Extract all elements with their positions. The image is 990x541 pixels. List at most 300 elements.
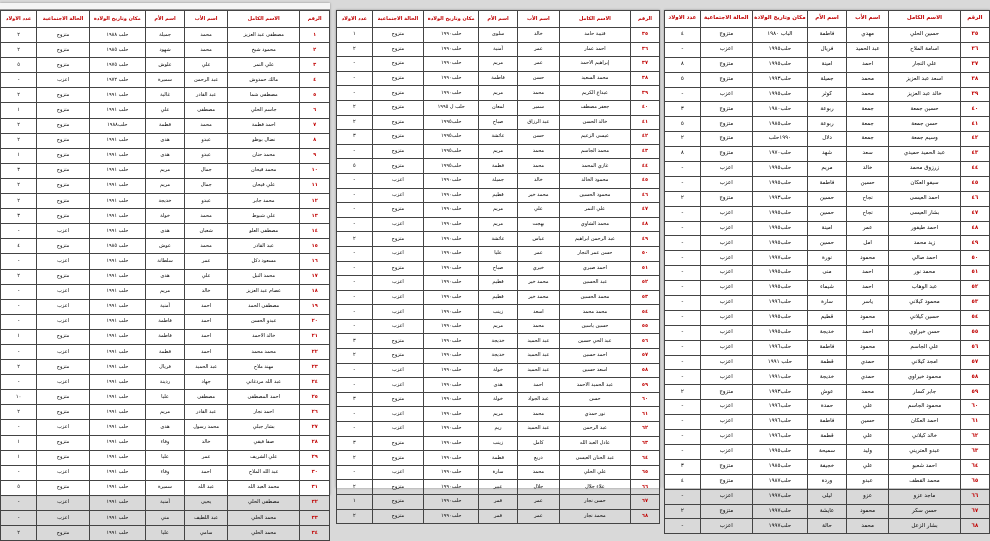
cell-mother-name: فاطمة <box>145 314 184 329</box>
cell-full-name: احمد صالي <box>889 251 961 266</box>
cell-children-count: ٢ <box>1 118 37 133</box>
cell-birth-place-date: حلب ١٩٩١ <box>89 148 145 163</box>
records-table-left <box>0 10 330 541</box>
cell-row-number: ٣٨ <box>960 72 989 87</box>
cell-full-name: حسن سكر <box>889 504 961 519</box>
header-birth-place-date: مكان وتاريخ الولادة <box>424 11 479 28</box>
cell-marital-status: اعزب <box>372 465 424 480</box>
cell-mother-name: سلوى <box>479 28 518 43</box>
cell-mother-name: خجيفة <box>808 459 847 474</box>
cell-children-count: ٣ <box>1 209 37 224</box>
cell-mother-name: امينة <box>808 221 847 236</box>
cell-row-number: ٤٠ <box>960 102 989 117</box>
cell-marital-status: متزوج <box>372 392 424 407</box>
cell-birth-place-date: حلب١٩٩٠ <box>424 407 479 422</box>
cell-row-number: ٥٨ <box>960 370 989 385</box>
cell-full-name: حسين جمعة <box>889 102 961 117</box>
table-row <box>665 117 990 132</box>
cell-father-name: عمر <box>517 246 559 261</box>
cell-row-number: ٤٢ <box>960 132 989 147</box>
cell-birth-place-date: حلب ١٩٩١ <box>89 390 145 405</box>
cell-full-name: غازي المحمد <box>559 159 630 174</box>
cell-children-count: - <box>665 400 701 415</box>
header-father-name: اسم الأب <box>517 11 559 28</box>
cell-full-name: ماجد عزو <box>889 489 961 504</box>
cell-marital-status: متزوج <box>700 191 752 206</box>
cell-father-name: كامل <box>517 436 559 451</box>
cell-father-name: جلال <box>517 480 559 495</box>
cell-row-number: ٤٦ <box>960 191 989 206</box>
cell-father-name: عمر <box>517 495 559 510</box>
cell-row-number: ١٢ <box>300 194 330 209</box>
cell-marital-status: متزوج <box>372 232 424 247</box>
cell-father-name: عبد الحميد <box>517 349 559 364</box>
cell-row-number: ٥٥ <box>960 325 989 340</box>
cell-mother-name: صباح <box>479 261 518 276</box>
cell-full-name: صفا فيقي <box>228 435 300 450</box>
cell-mother-name: ربوعة <box>808 117 847 132</box>
cell-row-number: ٤٥ <box>630 173 659 188</box>
table-row <box>1 450 330 465</box>
sheet-page-middle <box>336 10 660 519</box>
cell-father-name: محمد <box>847 72 889 87</box>
table-row <box>337 261 660 276</box>
cell-marital-status: اعزب <box>372 363 424 378</box>
cell-mother-name: منى <box>808 266 847 281</box>
cell-father-name: محمد <box>847 87 889 102</box>
cell-father-name: محمد <box>185 43 228 58</box>
cell-mother-name: شهد <box>808 147 847 162</box>
cell-birth-place-date: حلب ١٩٩١ <box>89 163 145 178</box>
cell-full-name: احمد المصطفى <box>228 390 300 405</box>
cell-marital-status: اعزب <box>700 206 752 221</box>
cell-mother-name: مريم <box>808 162 847 177</box>
cell-father-name: احمد <box>847 57 889 72</box>
cell-marital-status: اعزب <box>700 251 752 266</box>
cell-full-name: عبد الحي حسين <box>559 334 630 349</box>
cell-marital-status: متزوج <box>372 144 424 159</box>
cell-mother-name: فريال <box>808 42 847 57</box>
cell-birth-place-date: حلب١٩٩٠ <box>424 217 479 232</box>
cell-mother-name: مريم <box>479 57 518 72</box>
cell-marital-status: اعزب <box>700 400 752 415</box>
cell-father-name: عمر <box>185 254 228 269</box>
cell-mother-name: جميلة <box>479 173 518 188</box>
cell-marital-status: اعزب <box>372 290 424 305</box>
cell-children-count: - <box>665 415 701 430</box>
cell-father-name: جهاد <box>185 375 228 390</box>
cell-mother-name: مريم <box>145 163 184 178</box>
header-children-count: عدد الاولاد <box>665 11 701 28</box>
cell-marital-status: متزوج <box>372 436 424 451</box>
cell-father-name: خيري <box>517 261 559 276</box>
cell-children-count: ٣ <box>1 163 37 178</box>
cell-birth-place-date: حلب١٩٩٥ <box>424 115 479 130</box>
cell-children-count: ٤ <box>665 474 701 489</box>
cell-father-name: عبد الرزاق <box>517 115 559 130</box>
cell-full-name: مالك حمدوش <box>228 73 300 88</box>
cell-mother-name: سارة <box>479 465 518 480</box>
cell-father-name: علي <box>847 400 889 415</box>
table-row <box>1 163 330 178</box>
cell-father-name: محمد <box>517 319 559 334</box>
cell-row-number: ٣٨ <box>630 71 659 86</box>
table-row <box>337 407 660 422</box>
cell-marital-status: متزوج <box>37 103 90 118</box>
table-row <box>665 28 990 43</box>
cell-row-number: ٦٠ <box>630 392 659 407</box>
cell-father-name: محمد <box>517 144 559 159</box>
cell-full-name: محمود الحسين <box>559 188 630 203</box>
cell-mother-name: زينب <box>479 436 518 451</box>
cell-marital-status: متزوج <box>372 100 424 115</box>
table-row <box>665 370 990 385</box>
cell-children-count: - <box>1 420 37 435</box>
cell-birth-place-date: حلب١٩٩٥ <box>752 266 807 281</box>
table-row <box>337 246 660 261</box>
cell-children-count: ٥ <box>665 117 701 132</box>
cell-mother-name: هدى <box>479 378 518 393</box>
cell-father-name: محمد رسول <box>185 420 228 435</box>
cell-mother-name: خديجة <box>479 349 518 364</box>
cell-marital-status: متزوج <box>372 495 424 510</box>
table-row <box>337 217 660 232</box>
cell-father-name: محمود <box>847 504 889 519</box>
table-row <box>665 176 990 191</box>
cell-father-name: عمر <box>517 42 559 57</box>
cell-children-count: - <box>337 217 373 232</box>
cell-mother-name: مني <box>145 511 184 526</box>
cell-marital-status: اعزب <box>372 319 424 334</box>
cell-birth-place-date: حلب١٩٩٠ <box>424 173 479 188</box>
cell-row-number: ٥٦ <box>960 340 989 355</box>
cell-mother-name: قمر <box>479 509 518 524</box>
cell-mother-name: هدى <box>145 420 184 435</box>
cell-father-name: محمود <box>847 310 889 325</box>
table-row <box>1 58 330 73</box>
cell-full-name: بشار الزعل <box>889 519 961 534</box>
cell-birth-place-date: حلب ١٩٩١ <box>89 269 145 284</box>
cell-row-number: ٣٧ <box>960 57 989 72</box>
cell-mother-name: قطمة <box>145 344 184 359</box>
cell-birth-place-date: حلب ١٩٨٥ <box>89 239 145 254</box>
cell-birth-place-date: حلب١٩٩٦ <box>752 415 807 430</box>
cell-father-name: محمد خير <box>517 188 559 203</box>
cell-birth-place-date: حلب ١٩٩١ <box>89 254 145 269</box>
table-row <box>665 474 990 489</box>
cell-row-number: ٢٩ <box>300 450 330 465</box>
cell-marital-status: متزوج <box>37 405 90 420</box>
cell-full-name: حسن <box>559 392 630 407</box>
cell-father-name: عمر <box>517 57 559 72</box>
cell-marital-status: متزوج <box>37 209 90 224</box>
header-father-name: اسم الأب <box>185 11 228 28</box>
cell-marital-status: متزوج <box>37 239 90 254</box>
cell-father-name: محمد <box>517 465 559 480</box>
cell-row-number: ٤٤ <box>960 162 989 177</box>
cell-children-count: - <box>1 495 37 510</box>
cell-marital-status: متزوج <box>372 261 424 276</box>
cell-children-count: - <box>337 144 373 159</box>
cell-row-number: ١٥ <box>300 239 330 254</box>
cell-father-name: محمد <box>847 519 889 534</box>
cell-mother-name: وفاء <box>145 435 184 450</box>
cell-children-count: ٣ <box>665 102 701 117</box>
cell-row-number: ٤٨ <box>960 221 989 236</box>
cell-row-number: ٢٥ <box>300 390 330 405</box>
table-header-row <box>337 11 660 28</box>
cell-row-number: ٦٤ <box>960 459 989 474</box>
cell-marital-status: متزوج <box>700 28 752 43</box>
cell-birth-place-date: حلب١٩٩٠ <box>424 509 479 524</box>
header-birth-place-date: مكان وتاريخ الولادة <box>752 11 807 28</box>
cell-marital-status: اعزب <box>700 340 752 355</box>
cell-row-number: ١٧ <box>300 269 330 284</box>
table-row <box>1 526 330 541</box>
cell-row-number: ٤٦ <box>630 188 659 203</box>
cell-full-name: عصام عبد العزيز <box>228 284 300 299</box>
header-marital-status: الحالة الاجتماعية <box>700 11 752 28</box>
cell-birth-place-date: حلب١٩٩٦ <box>752 430 807 445</box>
cell-full-name: جعفر مصطف <box>559 100 630 115</box>
table-row <box>337 480 660 495</box>
table-body <box>1 28 330 541</box>
header-children-count: عدد الاولاد <box>337 11 373 28</box>
cell-mother-name: عائشة <box>479 232 518 247</box>
table-row <box>1 495 330 510</box>
table-row <box>337 188 660 203</box>
cell-full-name: حسن نجار <box>559 495 630 510</box>
cell-marital-status: متزوج <box>372 86 424 101</box>
cell-birth-place-date: حلب١٩٩٠ <box>424 57 479 72</box>
cell-father-name: محمد <box>185 28 228 43</box>
cell-mother-name: فاطمة <box>808 176 847 191</box>
cell-children-count: - <box>665 176 701 191</box>
cell-row-number: ٥٥ <box>630 319 659 334</box>
cell-birth-place-date: حلب١٩٩٥ <box>752 325 807 340</box>
cell-mother-name: عليا <box>145 526 184 541</box>
cell-children-count: - <box>337 465 373 480</box>
cell-children-count: ٣ <box>337 392 373 407</box>
table-row <box>665 519 990 534</box>
cell-marital-status: اعزب <box>37 224 90 239</box>
cell-children-count: - <box>665 370 701 385</box>
cell-children-count: ٢ <box>665 385 701 400</box>
table-row <box>1 390 330 405</box>
cell-birth-place-date: حلب١٩٩٠ <box>424 495 479 510</box>
cell-children-count: - <box>1 299 37 314</box>
cell-children-count: - <box>1 465 37 480</box>
cell-father-name: محمد <box>517 407 559 422</box>
cell-mother-name: حسين <box>808 191 847 206</box>
cell-father-name: احمد <box>185 344 228 359</box>
table-row <box>337 290 660 305</box>
cell-mother-name: عبير <box>479 480 518 495</box>
cell-mother-name: مريم <box>479 144 518 159</box>
cell-father-name: عبد الحميد <box>517 363 559 378</box>
cell-children-count: - <box>1 254 37 269</box>
cell-children-count: - <box>665 87 701 102</box>
cell-mother-name: سارة <box>808 296 847 311</box>
cell-mother-name: قطيم <box>808 310 847 325</box>
cell-birth-place-date: حلب ل ١٩٩٥ <box>424 100 479 115</box>
cell-father-name: شعبان <box>185 224 228 239</box>
cell-row-number: ٣٦ <box>630 42 659 57</box>
cell-full-name: احمد العكان <box>889 415 961 430</box>
cell-row-number: ٥١ <box>630 261 659 276</box>
cell-birth-place-date: حلب١٩٩٠ <box>424 305 479 320</box>
cell-row-number: ١٦ <box>300 254 330 269</box>
cell-children-count: - <box>665 42 701 57</box>
table-row <box>665 430 990 445</box>
cell-full-name: عبدو العتريني <box>889 444 961 459</box>
cell-birth-place-date: حلب١٩٩٣ <box>752 191 807 206</box>
cell-birth-place-date: حلب١٩٩٥ <box>752 162 807 177</box>
cell-full-name: محمد القطف <box>889 474 961 489</box>
table-row <box>665 236 990 251</box>
cell-birth-place-date: حلب١٩٩٠ <box>424 71 479 86</box>
cell-full-name: بشار العيسى <box>889 206 961 221</box>
cell-father-name: محمد <box>847 385 889 400</box>
cell-children-count: ٢ <box>1 269 37 284</box>
cell-children-count: ٢ <box>337 115 373 130</box>
cell-birth-place-date: حلب١٩٩٦ <box>752 296 807 311</box>
header-row-number: الرقم <box>300 11 330 28</box>
cell-full-name: محمود الخالد <box>559 173 630 188</box>
cell-birth-place-date: حلب١٩٩٦ <box>752 340 807 355</box>
cell-marital-status: متزوج <box>372 28 424 43</box>
cell-mother-name: عايشة <box>808 504 847 519</box>
cell-marital-status: اعزب <box>37 299 90 314</box>
cell-row-number: ٦٧ <box>960 504 989 519</box>
cell-father-name: مهدي <box>847 28 889 43</box>
cell-children-count: ٤ <box>665 28 701 43</box>
table-row <box>665 162 990 177</box>
table-row <box>1 148 330 163</box>
cell-birth-place-date: حلب ١٩٩١ <box>89 465 145 480</box>
cell-father-name: عبد الحميد <box>847 42 889 57</box>
cell-children-count: ٣ <box>665 459 701 474</box>
cell-children-count: ٢ <box>1 194 37 209</box>
cell-birth-place-date: حلب١٩٩٥ <box>752 310 807 325</box>
cell-row-number: ٤١ <box>630 115 659 130</box>
cell-father-name: دريع <box>517 451 559 466</box>
cell-row-number: ٢٣ <box>300 360 330 375</box>
cell-father-name: حمدي <box>847 370 889 385</box>
cell-birth-place-date: حلب١٩٩٥ <box>752 444 807 459</box>
header-full-name: الاسم الكامل <box>559 11 630 28</box>
cell-birth-place-date: حلب١٩٩٠ <box>424 203 479 218</box>
cell-mother-name: حمدة <box>808 400 847 415</box>
cell-mother-name: عليا <box>145 390 184 405</box>
table-body <box>665 28 990 534</box>
cell-father-name: عبدو <box>185 194 228 209</box>
table-row <box>337 465 660 480</box>
cell-full-name: مصطفى عبد العزيز <box>228 28 300 43</box>
cell-birth-place-date: حلب ١٩٧٢ <box>89 73 145 88</box>
table-row <box>1 344 330 359</box>
cell-father-name: جمعة <box>847 132 889 147</box>
cell-father-name: عبد الحميد <box>517 334 559 349</box>
cell-mother-name: أمنية <box>479 42 518 57</box>
cell-father-name: حسن <box>517 130 559 145</box>
cell-full-name: عبد القادر <box>228 239 300 254</box>
cell-children-count: ١٠ <box>1 390 37 405</box>
cell-children-count: ٢ <box>337 349 373 364</box>
cell-children-count: ٥ <box>1 58 37 73</box>
cell-full-name: احمد شعبو <box>889 459 961 474</box>
cell-full-name: احمد عمار <box>559 42 630 57</box>
header-children-count: عدد الاولاد <box>1 11 37 28</box>
cell-mother-name: ربوعة <box>808 102 847 117</box>
cell-father-name: عبد الجواد <box>517 392 559 407</box>
cell-full-name: وسيم جمعة <box>889 132 961 147</box>
cell-children-count: ٤ <box>1 239 37 254</box>
table-row <box>1 299 330 314</box>
cell-row-number: ٤ <box>300 73 330 88</box>
cell-row-number: ٥٩ <box>960 385 989 400</box>
cell-birth-place-date: حلب١٩٩١ <box>752 370 807 385</box>
cell-row-number: ٥٧ <box>960 355 989 370</box>
cell-marital-status: متزوج <box>372 115 424 130</box>
cell-children-count: - <box>1 375 37 390</box>
cell-full-name: عبد الرحمن ابراهيم <box>559 232 630 247</box>
cell-children-count: - <box>665 296 701 311</box>
cell-marital-status: متزوج <box>700 474 752 489</box>
cell-children-count: ٢ <box>665 132 701 147</box>
cell-marital-status: اعزب <box>37 344 90 359</box>
cell-full-name: زيد محمد <box>889 236 961 251</box>
cell-father-name: احمد <box>185 465 228 480</box>
cell-mother-name: قمر <box>479 495 518 510</box>
cell-mother-name: شهود <box>145 43 184 58</box>
table-row <box>665 325 990 340</box>
cell-full-name: علي الشريف <box>228 450 300 465</box>
cell-birth-place-date: حلب١٩٩٠ <box>424 480 479 495</box>
cell-children-count: - <box>665 355 701 370</box>
table-row <box>1 465 330 480</box>
cell-full-name: علي النمر <box>559 203 630 218</box>
cell-marital-status: متزوج <box>372 451 424 466</box>
cell-marital-status: اعزب <box>37 73 90 88</box>
header-full-name: الاسم الكامل <box>228 11 300 28</box>
cell-full-name: محمد قيحان <box>228 163 300 178</box>
cell-full-name: محمد الشاوي <box>559 217 630 232</box>
cell-children-count: ٢ <box>337 100 373 115</box>
cell-children-count: - <box>1 344 37 359</box>
cell-mother-name: مريم <box>479 407 518 422</box>
cell-row-number: ٦٤ <box>630 451 659 466</box>
cell-marital-status: اعزب <box>700 370 752 385</box>
cell-full-name: علي الحلي <box>559 465 630 480</box>
cell-row-number: ٥٦ <box>630 334 659 349</box>
cell-children-count: - <box>337 305 373 320</box>
cell-row-number: ٣٦ <box>960 42 989 57</box>
table-row <box>337 422 660 437</box>
cell-children-count: ٢ <box>665 191 701 206</box>
cell-mother-name: دلال <box>808 132 847 147</box>
cell-mother-name: فاطمة <box>145 329 184 344</box>
cell-children-count: - <box>665 325 701 340</box>
cell-children-count: ٢ <box>1 526 37 541</box>
cell-father-name: وليد <box>847 444 889 459</box>
cell-row-number: ٢٤ <box>300 375 330 390</box>
cell-full-name: علي النمر <box>228 58 300 73</box>
cell-full-name: محمد حنان <box>228 148 300 163</box>
cell-father-name: عبد الله <box>185 480 228 495</box>
table-row <box>337 115 660 130</box>
table-row <box>1 103 330 118</box>
